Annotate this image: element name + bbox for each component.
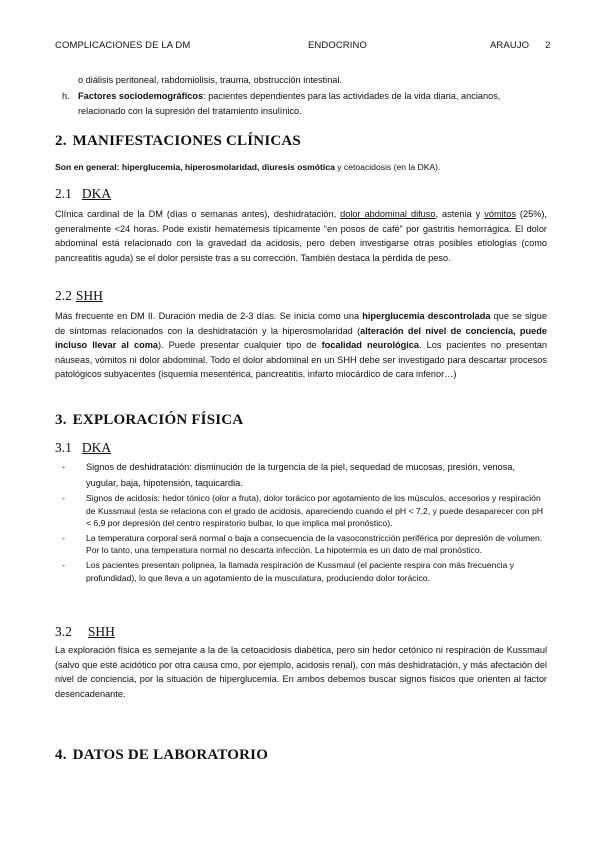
text-run: , astenia y bbox=[435, 209, 485, 219]
text-run: ). Puede presentar cualquier tipo de bbox=[157, 340, 322, 351]
list-item-h-rest: : pacientes dependientes para las actividades de la vida diaria, ancianos, bbox=[203, 91, 501, 101]
underlined-term: dolor abdominal difuso bbox=[340, 209, 436, 219]
bullet-dash: - bbox=[62, 493, 65, 503]
subsection-title: SHH bbox=[87, 624, 115, 639]
list-item-h bbox=[62, 89, 547, 118]
subsection-number: 2.1 bbox=[55, 186, 72, 201]
subsection-title: DKA bbox=[81, 186, 112, 201]
list-item-text: Signos de deshidratación: disminución de la turgencia de la piel, sequedad de mucosas, presión, venosa, yugular, baja, hipotensión, taquicardia. bbox=[86, 462, 516, 488]
section-title: DATOS DE LABORATORIO bbox=[72, 747, 269, 763]
underlined-term: vómitos bbox=[484, 209, 516, 219]
subsection-heading-2-1 bbox=[55, 186, 111, 202]
bullet-dash: - bbox=[62, 462, 66, 472]
exploration-bullet-list bbox=[62, 460, 548, 586]
list-item-h-line2: relacionado con la supresión del tratamiento insulínico. bbox=[78, 105, 302, 116]
section-number: 4. bbox=[55, 747, 67, 763]
subsection-heading-2-2 bbox=[55, 288, 103, 304]
section-2-intro bbox=[55, 160, 547, 175]
subsection-title: DKA bbox=[81, 440, 112, 455]
header-center: ENDOCRINO bbox=[308, 40, 367, 51]
intro-rest: y cetoacidosis (en la DKA). bbox=[334, 162, 441, 172]
bold-term: focalidad neurológica bbox=[321, 340, 420, 351]
list-item-text: Los pacientes presentan polipnea, la llamada respiración de Kussmaul (el paciente respira con más frecuencia y profundidad), lo que lleva a un agotamiento de la musculatura, produciendo dolor torácico. bbox=[86, 559, 515, 583]
bold-term: alteración del nivel de conciencia, puede incluso llevar al coma bbox=[55, 325, 547, 351]
bold-term: hiperglucemia descontrolada bbox=[362, 311, 491, 321]
text-run: Más frecuente en DM II. Duración media de 2-3 días. Se inicia como una bbox=[55, 311, 363, 321]
section-title: MANIFESTACIONES CLÍNICAS bbox=[72, 133, 301, 149]
text-run: que se sigue de síntomas relacionados con la deshidratación y la hiperosmolaridad ( bbox=[55, 311, 547, 336]
text-run: . Los pacientes no presentan náuseas, vómitos ni dolor abdominal. Todo el dolor abdominal en un SHH debe ser investigado para descartar procesos patológicos subyacentes (isquemia mesentérica, pancreatitis, infarto miocárdico de cara inferior…) bbox=[55, 340, 547, 380]
subsection-heading-3-2 bbox=[55, 624, 115, 640]
section-title: EXPLORACIÓN FÍSICA bbox=[72, 412, 244, 428]
text-run: Clínica cardinal de la DM (días o semanas antes), deshidratación, bbox=[55, 209, 341, 219]
paragraph-dka-clinical bbox=[55, 207, 547, 265]
section-number: 3. bbox=[55, 412, 67, 428]
bullet-dash: - bbox=[62, 532, 65, 543]
subsection-number: 3.2 bbox=[55, 624, 72, 639]
list-item-text: Signos de acidosis: hedor tónico (olor a fruta), dolor torácico por agotamiento de los músculos, accesorios y respiración de Kussmaul (esta se relaciona con el grado de acidosis, apareciendo cuando el pH < 7,2, y puede desaparecer con pH < 6,9 por depresión del centro respiratorio bulbar, lo que implica mal pronóstico). bbox=[86, 493, 543, 529]
list-item bbox=[62, 532, 548, 557]
list-item bbox=[62, 559, 548, 584]
section-heading-4 bbox=[55, 747, 268, 764]
subsection-number: 2.2 bbox=[55, 288, 72, 303]
list-item-h-label: h. bbox=[62, 91, 70, 101]
section-heading-2 bbox=[55, 133, 301, 150]
continued-list-line: o diálisis peritoneal, rabdomiolisis, trauma, obstrucción intestinal. bbox=[78, 75, 343, 85]
text-run: (25%), generalmente <24 horas. Pode existir hematemesis típicamente “en posos de café” por gastritis hemorrágica. El dolor abdominal está relacionado con la gravedad da acidosis, pero deben investigarse otras posibles etiologías (como pancreatitis aguda) se el dolor persiste tras a su corrección. También destaca la pérdida de peso. bbox=[55, 209, 547, 263]
intro-bold: Son en general: hiperglucemia, hiperosmolaridad, diuresis osmótica bbox=[55, 162, 335, 172]
list-item bbox=[62, 460, 548, 491]
header-author: ARAUJO bbox=[490, 40, 530, 51]
section-number: 2. bbox=[55, 133, 67, 149]
subsection-title: SHH bbox=[75, 288, 103, 303]
subsection-number: 3.1 bbox=[55, 440, 72, 455]
header-right bbox=[490, 40, 551, 51]
page-number: 2 bbox=[545, 40, 551, 51]
list-item-text: La temperatura corporal será normal o baja a consecuencia de la vasoconstricción periférica por depresión de volumen. Por lo tanto, una temperatura normal no descarta infección. La hipotermia es un dato de mal pronóstico. bbox=[86, 532, 543, 556]
section-heading-3 bbox=[55, 412, 243, 429]
bullet-dash: - bbox=[62, 559, 65, 570]
subsection-heading-3-1 bbox=[55, 440, 111, 456]
list-item bbox=[62, 492, 548, 530]
paragraph-shh-exploration: La exploración física es semejante a la de la cetoacidosis diabética, pero sin hedor cetónico ni respiración de Kussmaul (salvo que esté acidótico por otra causa cmo, por ejemplo, acidosis renal), con más deshidratación, y más afectación del nivel de conciencia, por la situación de hiperglucemia. En ambos debemos buscar signos físicos que orienten al factor desencadenante. bbox=[55, 645, 547, 699]
list-item-h-bold: Factores sociodemográficos bbox=[78, 91, 204, 101]
paragraph-shh-clinical bbox=[55, 309, 547, 382]
header-left: COMPLICACIONES DE LA DM bbox=[55, 40, 191, 51]
